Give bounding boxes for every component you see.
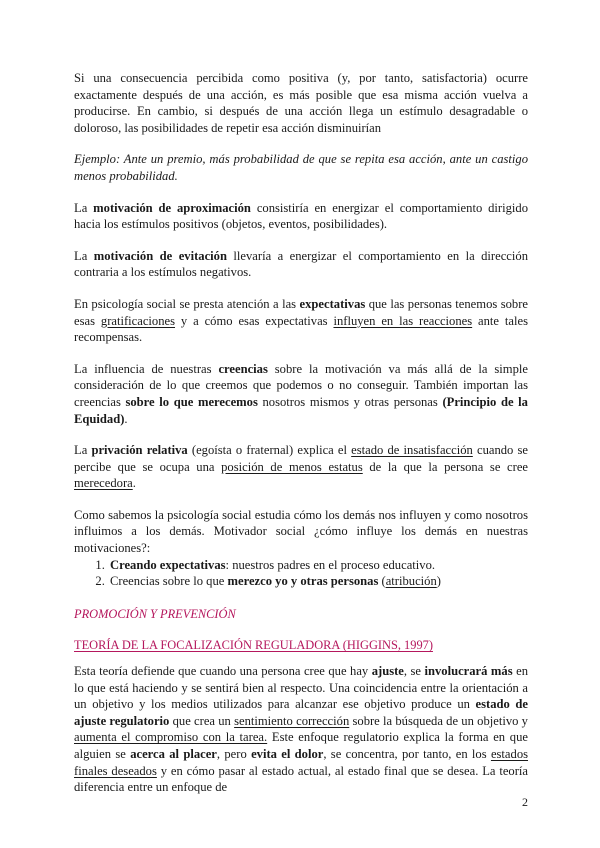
term-expectations: expectativas bbox=[299, 296, 366, 311]
example-paragraph: Ejemplo: Ante un premio, más probabilidad de que se repita esa acción, ante un castigo menos probabilidad. bbox=[74, 152, 528, 183]
underlined-attribution: atribución bbox=[385, 574, 437, 589]
text: y en cómo pasar al estado actual, al estado final que se desea. La teoría diferencia entre un enfoque de bbox=[74, 763, 528, 795]
text: y a cómo esas expectativas bbox=[175, 313, 334, 328]
text: sobre la motivación va más allá de la simple consideración de lo que creemos que podemos o no conseguir. También importan las creencias bbox=[74, 361, 528, 409]
text: consistiría en energizar el comportamiento dirigido hacia los estímulos positivos (objetos, eventos, posibilidades). bbox=[74, 200, 528, 232]
text: La bbox=[74, 248, 94, 263]
numbered-list bbox=[74, 557, 528, 590]
underlined-deserving: merecedora bbox=[74, 476, 133, 491]
term-relative-deprivation: privación relativa bbox=[91, 443, 188, 458]
underlined-dissatisfaction: estado de insatisfacción bbox=[351, 443, 473, 458]
text: . bbox=[124, 411, 128, 426]
term-deserve-me-others: merezco yo y otras personas bbox=[227, 574, 379, 589]
text: sobre la búsqueda de un objetivo y bbox=[349, 713, 528, 728]
text: de la que la persona se cree bbox=[362, 459, 528, 474]
paragraph-consequence: Si una consecuencia percibida como positiva (y, por tanto, satisfactoria) ocurre exactamente después de una acción, es más posible que esa misma acción vuelva a producirse. En cambio, si después de una acción llega un estímulo desagradable o doloroso, las posibilidades de repetir esa acción disminuirían bbox=[74, 71, 528, 135]
term-involve-more: involucrará más bbox=[424, 664, 513, 679]
paragraph-beliefs bbox=[74, 361, 528, 427]
term-creating-expectations: Creando expectativas bbox=[110, 557, 226, 572]
underlined-lower-status: posición de menos estatus bbox=[221, 459, 363, 474]
underlined-commitment: aumenta el compromiso con la tarea. bbox=[74, 730, 268, 745]
text: , se concentra, por tanto, en los bbox=[323, 747, 491, 761]
text: , pero bbox=[216, 747, 252, 761]
text: , se bbox=[403, 664, 425, 679]
list-item bbox=[108, 557, 528, 574]
underlined-influence: influyen en las reacciones bbox=[333, 313, 473, 328]
text: Este enfoque regulatorio explica la forma en que alguien se bbox=[74, 730, 528, 761]
paragraph-social-motivator: Como sabemos la psicología social estudia cómo los demás nos influyen y como nosotros influimos a los demás. Motivador social ¿cómo influye los demás en nuestras motivaciones?: bbox=[74, 507, 528, 556]
text: En psicología social se presta atención a las bbox=[74, 296, 300, 311]
text: : nuestros padres en el proceso educativo. bbox=[225, 557, 436, 572]
term-approach-pleasure: acerca al placer bbox=[130, 747, 217, 761]
section-heading-promotion-prevention: PROMOCIÓN Y PREVENCIÓN bbox=[74, 606, 236, 621]
text: en lo que está haciendo y se sentirá bien al respecto. Una coincidencia entre la orientación a un objetivo y los medios utilizados para alcanzar ese objetivo produce un bbox=[74, 664, 528, 712]
text: que crea un bbox=[169, 713, 235, 728]
text: La bbox=[74, 443, 92, 458]
text: Creencias sobre lo que bbox=[110, 574, 228, 589]
text: La influencia de nuestras bbox=[74, 361, 219, 376]
paragraph-approach-motivation bbox=[74, 200, 528, 233]
text: Esta teoría defiende que cuando una persona cree que hay bbox=[74, 664, 372, 679]
paragraph-avoidance-motivation bbox=[74, 248, 528, 281]
text: La bbox=[74, 200, 94, 215]
term-beliefs: creencias bbox=[218, 361, 268, 376]
term-fit: ajuste bbox=[371, 664, 404, 679]
underlined-gratifications: gratificaciones bbox=[100, 313, 176, 328]
text: llevaría a energizar el comportamiento en la dirección contraria a los estímulos negativos. bbox=[74, 248, 528, 280]
text: cuando se percibe que se ocupa una bbox=[74, 443, 528, 474]
term-avoidance-motivation: motivación de evitación bbox=[93, 248, 227, 263]
text: que las personas tenemos sobre esas bbox=[74, 296, 528, 328]
text: ( bbox=[378, 574, 386, 589]
underlined-feeling-right: sentimiento corrección bbox=[234, 713, 350, 728]
list-item bbox=[108, 573, 528, 590]
text: nosotros mismos y otras personas bbox=[257, 394, 443, 409]
term-approach-motivation: motivación de aproximación bbox=[93, 200, 251, 215]
text: . bbox=[132, 476, 136, 491]
underlined-desired-end-states: estados finales deseados bbox=[74, 747, 529, 778]
paragraph-relative-deprivation bbox=[74, 442, 528, 492]
term-avoid-pain: evita el dolor bbox=[251, 747, 324, 761]
paragraph-expectations bbox=[74, 296, 528, 346]
section-heading-regulatory-focus: TEORÍA DE LA FOCALIZACIÓN REGULADORA (HIGGINS, 1997) bbox=[74, 638, 433, 653]
text: ) bbox=[436, 574, 441, 589]
text: (egoísta o fraternal) explica el bbox=[187, 443, 352, 458]
term-regulatory-fit-state: estado de ajuste regulatorio bbox=[74, 697, 528, 728]
text: ante tales recompensas. bbox=[74, 313, 528, 345]
paragraph-regulatory-theory bbox=[74, 663, 528, 796]
term-deserve: sobre lo que merecemos bbox=[125, 394, 258, 409]
page-number: 2 bbox=[522, 795, 528, 809]
term-equity-principle: (Principio de la Equidad) bbox=[74, 394, 528, 426]
